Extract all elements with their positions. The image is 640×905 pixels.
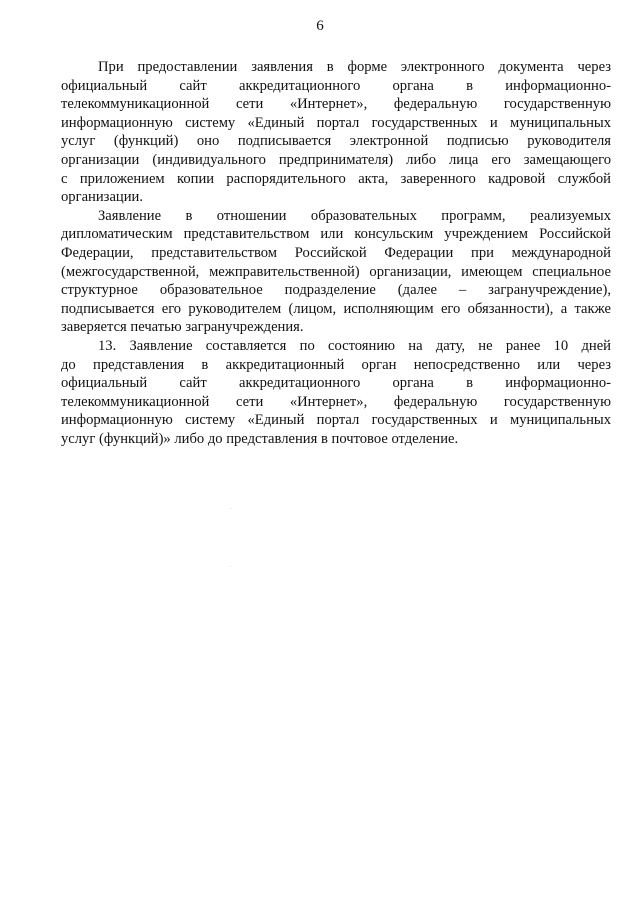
text-line: заверяется печатью загранучреждения. — [61, 319, 304, 336]
text-line: информационную систему «Единый портал государственных и муниципальных — [61, 114, 611, 131]
text-line: При предоставлении заявления в форме электронного документа через — [98, 59, 611, 75]
scan-speck — [230, 508, 231, 568]
text-line: услуг (функций)» либо до представления в почтовое отделение. — [61, 430, 459, 447]
text-line: подписывается его руководителем (лицом, исполняющим его обязанности), а также — [61, 300, 611, 317]
text-line: с приложением копии распорядительного акта, заверенного кадровой службой — [61, 170, 611, 187]
text-line: телекоммуникационной сети «Интернет», федеральную государственную — [61, 96, 611, 113]
text-line: Федерации, представительством Российской Федерации при международной — [61, 244, 611, 261]
text-line: официальный сайт аккредитационного органа в информационно- — [61, 77, 611, 94]
document-body — [61, 58, 611, 448]
paragraph-electronic-submission — [61, 58, 611, 207]
page-number: 6 — [316, 18, 324, 34]
paragraph-foreign-institution — [61, 207, 611, 337]
text-line: до представления в аккредитационный орган непосредственно или через — [61, 356, 611, 373]
text-line: услуг (функций) оно подписывается электронной подписью руководителя — [61, 133, 611, 150]
text-line: информационную систему «Единый портал государственных и муниципальных — [61, 412, 611, 429]
text-line: (межгосударственной, межправительственной) организации, имеющем специальное — [61, 263, 611, 280]
paragraph-item-13 — [61, 337, 611, 449]
text-line: организации (индивидуального предпринимателя) либо лица его замещающего — [61, 151, 611, 168]
text-line: дипломатическим представительством или консульским учреждением Российской — [61, 226, 611, 243]
text-line: организации. — [61, 189, 143, 206]
text-line: структурное образовательное подразделение (далее – загранучреждение), — [61, 282, 611, 299]
text-line: телекоммуникационной сети «Интернет», федеральную государственную — [61, 393, 611, 410]
text-line: Заявление в отношении образовательных программ, реализуемых — [98, 207, 611, 224]
text-line: официальный сайт аккредитационного органа в информационно- — [61, 375, 611, 392]
text-line: 13. Заявление составляется по состоянию на дату, не ранее 10 дней — [98, 337, 611, 354]
